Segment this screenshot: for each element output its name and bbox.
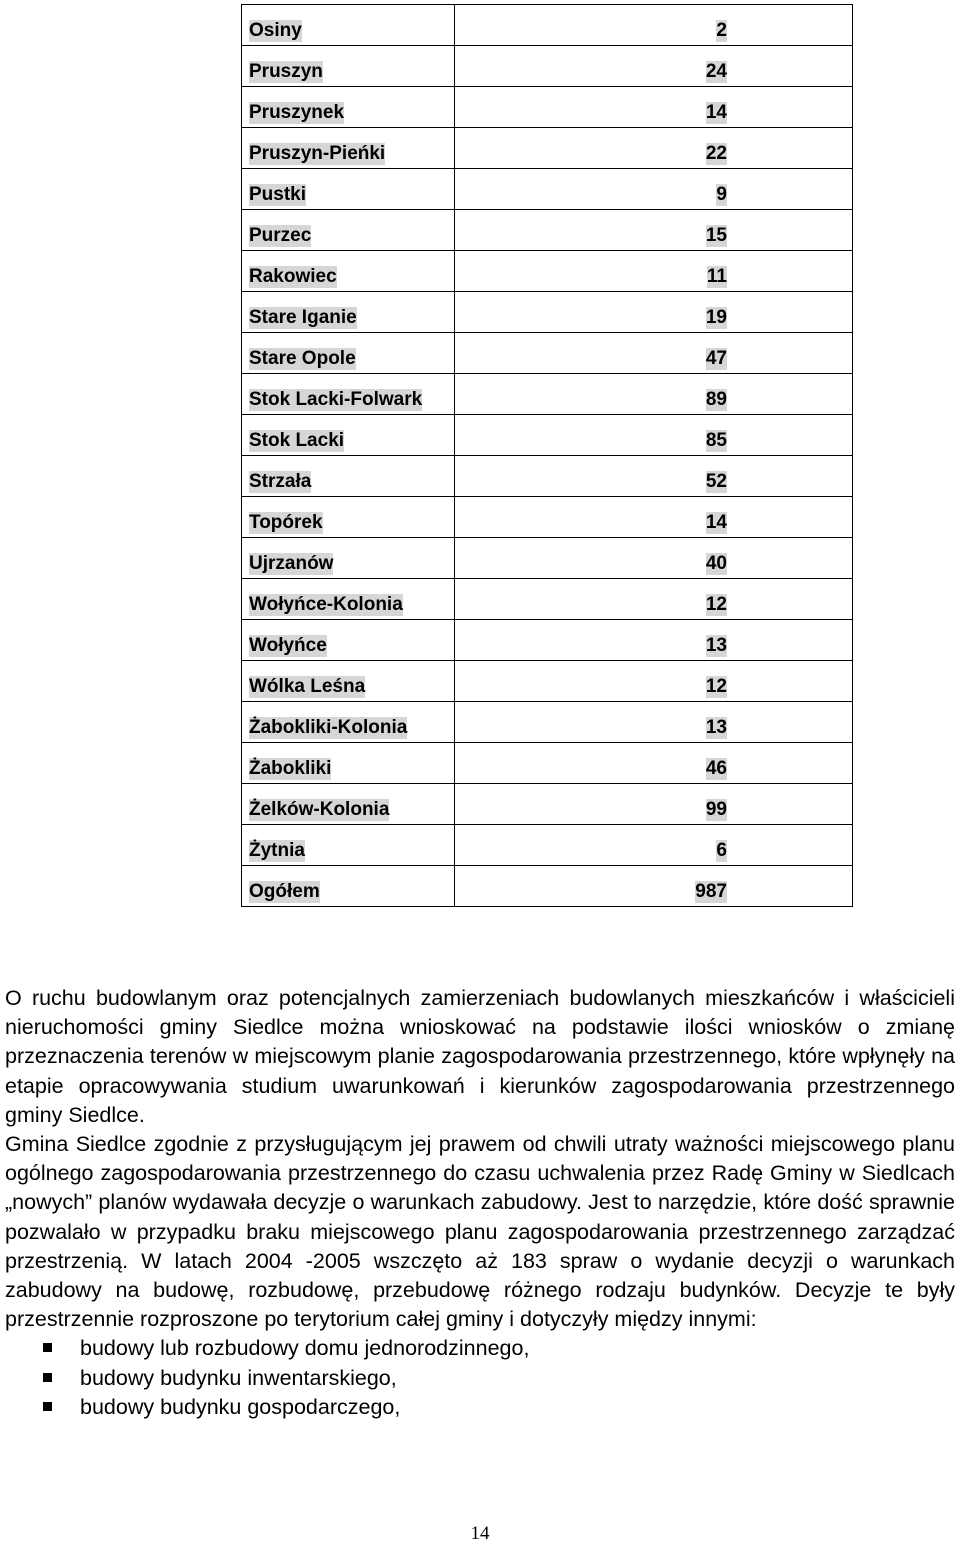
application-count: 987: [695, 881, 727, 902]
application-count: 99: [705, 799, 727, 820]
table-row: [242, 333, 853, 374]
list-item: [5, 1393, 955, 1422]
village-name-cell: [242, 169, 455, 210]
village-name-cell: [242, 784, 455, 825]
application-count: 47: [705, 348, 727, 369]
application-count-cell: [455, 333, 853, 374]
list-item: [5, 1364, 955, 1393]
table-row: [242, 169, 853, 210]
village-name-cell: [242, 333, 455, 374]
table-row: [242, 292, 853, 333]
village-name-cell: [242, 743, 455, 784]
village-name-cell: [242, 825, 455, 866]
body-text: [5, 984, 955, 1422]
application-count-cell: [455, 825, 853, 866]
table-row: [242, 538, 853, 579]
table-row: [242, 579, 853, 620]
village-name-cell: [242, 579, 455, 620]
table-row: [242, 702, 853, 743]
village-name: Wołyńce-Kolonia: [249, 594, 403, 615]
table-row: [242, 415, 853, 456]
village-name-cell: [242, 5, 455, 46]
application-count-cell: [455, 579, 853, 620]
village-name: Pruszyn-Pieńki: [249, 143, 386, 164]
village-name: Osiny: [249, 20, 302, 41]
village-name: Pruszynek: [249, 102, 345, 123]
application-count-cell: [455, 784, 853, 825]
applications-by-village-table: [241, 4, 853, 907]
application-count-cell: [455, 251, 853, 292]
application-count: 85: [705, 430, 727, 451]
statistics-table-container: [241, 4, 727, 907]
application-count-cell: [455, 5, 853, 46]
table-row: [242, 46, 853, 87]
village-name: Żelków-Kolonia: [249, 799, 390, 820]
village-name: Żabokliki-Kolonia: [249, 717, 408, 738]
application-count: 14: [705, 512, 727, 533]
village-name-cell: [242, 46, 455, 87]
village-name: Pruszyn: [249, 61, 323, 82]
village-name: Wołyńce: [249, 635, 327, 656]
page-number: 14: [470, 1523, 490, 1544]
application-count-cell: [455, 456, 853, 497]
list-item-text: budowy lub rozbudowy domu jednorodzinnego,: [80, 1336, 530, 1361]
table-row: [242, 784, 853, 825]
application-count: 46: [705, 758, 727, 779]
village-name: Topórek: [249, 512, 323, 533]
village-name: Stok Lacki-Folwark: [249, 389, 423, 410]
application-count: 12: [705, 676, 727, 697]
list-item-text: budowy budynku gospodarczego,: [80, 1394, 401, 1419]
application-count: 13: [705, 717, 727, 738]
village-name: Ujrzanów: [249, 553, 334, 574]
village-name-cell: [242, 538, 455, 579]
application-count: 19: [705, 307, 727, 328]
village-name-cell: [242, 497, 455, 538]
village-name-cell: [242, 661, 455, 702]
village-name-cell: [242, 456, 455, 497]
square-bullet-icon: [43, 1373, 52, 1382]
application-count: 11: [706, 266, 727, 287]
application-count-cell: [455, 415, 853, 456]
village-name: Rakowiec: [249, 266, 337, 287]
application-count-cell: [455, 210, 853, 251]
application-count: 12: [705, 594, 727, 615]
application-count-cell: [455, 169, 853, 210]
village-name: Ogółem: [249, 881, 320, 902]
table-row: [242, 374, 853, 415]
village-name: Purzec: [249, 225, 312, 246]
application-count-cell: [455, 128, 853, 169]
village-name-cell: [242, 210, 455, 251]
application-count: 13: [705, 635, 727, 656]
village-name-cell: [242, 866, 455, 907]
table-row: [242, 5, 853, 46]
village-name-cell: [242, 374, 455, 415]
application-count-cell: [455, 702, 853, 743]
application-count: 40: [705, 553, 727, 574]
square-bullet-icon: [43, 1402, 52, 1411]
village-name: Żabokliki: [249, 758, 332, 779]
application-count-cell: [455, 497, 853, 538]
village-name: Stare Iganie: [249, 307, 357, 328]
application-count: 24: [705, 61, 727, 82]
village-name-cell: [242, 702, 455, 743]
table-row: [242, 825, 853, 866]
list-item: [5, 1334, 955, 1363]
application-count-cell: [455, 374, 853, 415]
application-count-cell: [455, 87, 853, 128]
paragraph-building-activity: O ruchu budowlanym oraz potencjalnych zamierzeniach budowlanych mieszkańców i właścicieli nieruchomości gminy Siedlce można wnioskować na podstawie ilości wniosków o zmianę przeznaczenia terenów w miejscowym planie zagospodarowania przestrzennego, które wpłynęły na etapie opracowywania studium uwarunkowań i kierunków zagospodarowania przestrzennego gminy Siedlce.: [5, 986, 955, 1127]
village-name: Żytnia: [249, 840, 305, 861]
village-name: Stare Opole: [249, 348, 356, 369]
table-total-row: [242, 866, 853, 907]
village-name: Wólka Leśna: [249, 676, 366, 697]
decision-types-list: [5, 1334, 955, 1422]
table-row: [242, 661, 853, 702]
application-count: 15: [705, 225, 727, 246]
village-name-cell: [242, 415, 455, 456]
table-row: [242, 743, 853, 784]
application-count-cell: [455, 46, 853, 87]
application-count: 89: [705, 389, 727, 410]
paragraph-zoning-decisions: Gmina Siedlce zgodnie z przysługującym jej prawem od chwili utraty ważności miejscowego planu ogólnego zagospodarowania przestrzennego do czasu uchwalenia przez Radę Gminy w Siedlcach „nowych” planów wydawała decyzje o warunkach zabudowy. Jest to narzędzie, które dość sprawnie pozwalało w przypadku braku miejscowego planu zagospodarowania przestrzennego zarządzać przestrzenią. W latach 2004 -2005 wszczęto aż 183 spraw o wydanie decyzji o warunkach zabudowy na budowę, rozbudowę, przebudowę różnego rodzaju budynków. Decyzje te były przestrzennie rozproszone po terytorium całej gminy i dotyczyły między innymi:: [5, 1132, 955, 1332]
village-name: Strzała: [249, 471, 312, 492]
application-count: 14: [705, 102, 727, 123]
application-count: 6: [716, 840, 727, 861]
table-row: [242, 456, 853, 497]
application-count-cell: [455, 866, 853, 907]
list-item-text: budowy budynku inwentarskiego,: [80, 1365, 397, 1390]
application-count-cell: [455, 743, 853, 784]
table-body: [242, 5, 853, 907]
square-bullet-icon: [43, 1343, 52, 1352]
village-name-cell: [242, 251, 455, 292]
village-name-cell: [242, 128, 455, 169]
table-row: [242, 251, 853, 292]
application-count-cell: [455, 661, 853, 702]
application-count-cell: [455, 292, 853, 333]
application-count: 22: [705, 143, 727, 164]
application-count-cell: [455, 538, 853, 579]
village-name: Stok Lacki: [249, 430, 345, 451]
table-row: [242, 210, 853, 251]
table-row: [242, 497, 853, 538]
application-count: 2: [716, 20, 727, 41]
village-name: Pustki: [249, 184, 307, 205]
application-count: 9: [716, 184, 727, 205]
application-count-cell: [455, 620, 853, 661]
village-name-cell: [242, 620, 455, 661]
table-row: [242, 128, 853, 169]
village-name-cell: [242, 87, 455, 128]
village-name-cell: [242, 292, 455, 333]
application-count: 52: [705, 471, 727, 492]
table-row: [242, 620, 853, 661]
table-row: [242, 87, 853, 128]
